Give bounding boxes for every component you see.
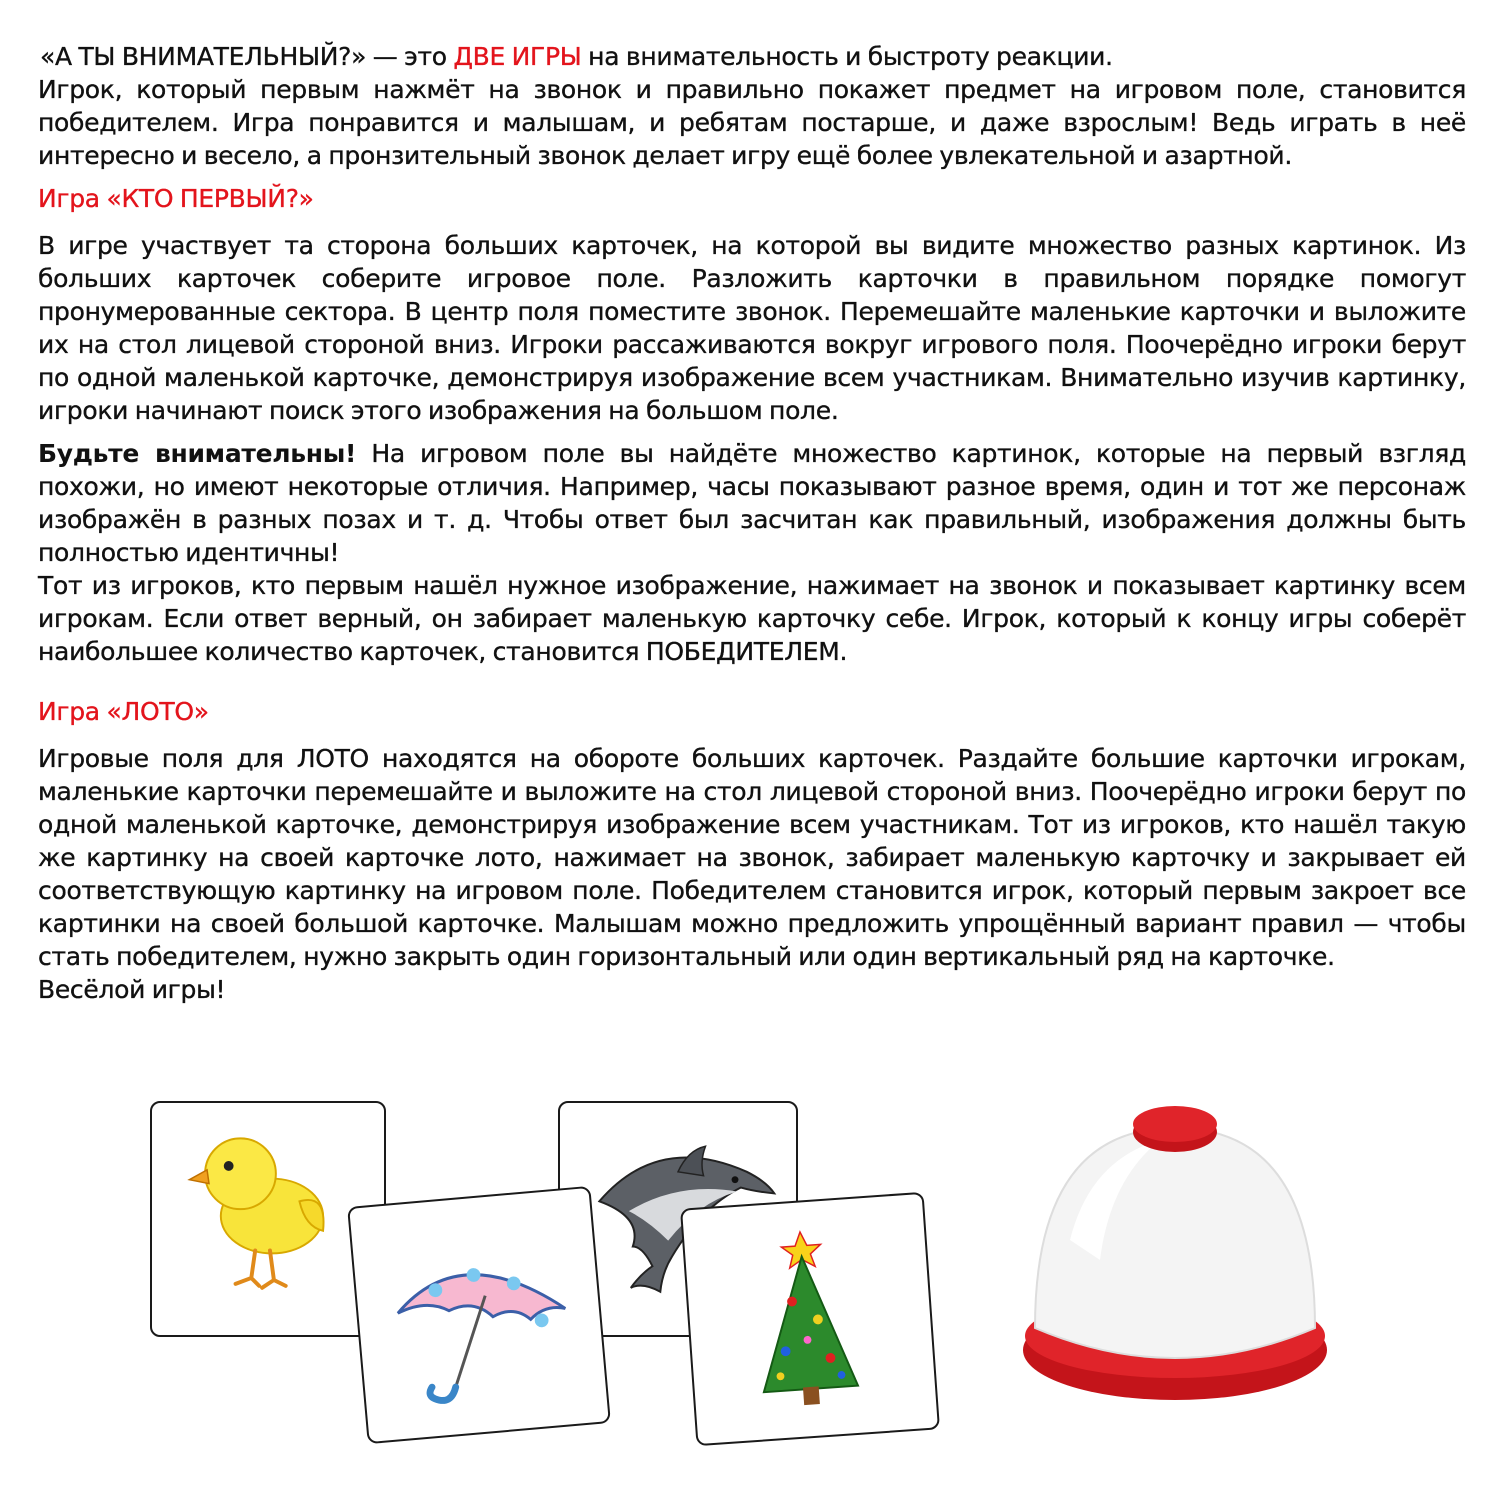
game1-title: Игра «КТО ПЕРВЫЙ?» xyxy=(38,184,314,213)
call-bell xyxy=(1010,1100,1340,1420)
game1-paragraph-1: В игре участвует та сторона больших карточек, на которой вы видите множество разных картинок. Из больших карточек соберите игровое поле. Разложить карточки в правильном порядке помогут пронумерованные сектора. В центр поля поместите звонок. Перемешайте маленькие карточки и выложите их на стол лицевой стороной вниз. Игроки рассаживаются вокруг игрового поля. Поочерёдно игроки берут по одной маленькой карточке, демонстрируя изображение всем участникам. Внимательно изучив картинку, игроки начинают поиск этого изображения на большом поле. xyxy=(38,231,1466,425)
warning-bold: Будьте внимательны! xyxy=(38,439,357,468)
game1-paragraph-2: Будьте внимательны! На игровом поле вы найдёте множество картинок, которые на первый взгляд похожи, но имеют некоторые отличия. Например, часы показывают разное время, один и тот же персонаж изображён в разных позах и т. д. Чтобы ответ был засчитан как правильный, изображения должны быть полностью идентичны! xyxy=(38,439,1466,567)
game2-title: Игра «ЛОТО» xyxy=(38,697,209,726)
rules-text xyxy=(38,40,1466,1006)
umbrella-icon xyxy=(349,1188,608,1442)
game-name: «А ТЫ ВНИМАТЕЛЬНЫЙ?» xyxy=(40,42,367,71)
intro-paragraph: Игрок, который первым нажмёт на звонок и правильно покажет предмет на игровом поле, становится победителем. Игра понравится и малышам, и ребятам постарше, и даже взрослым! Ведь играть в неё интересно и весело, а пронзительный звонок делает игру ещё более увлекательной и азартной. xyxy=(38,75,1466,170)
christmas-tree-icon xyxy=(682,1194,938,1444)
two-games-highlight: ДВЕ ИГРЫ xyxy=(453,42,582,71)
closing-line: Весёлой игры! xyxy=(38,975,226,1004)
game2-paragraph: Игровые поля для ЛОТО находятся на обороте больших карточек. Раздайте большие карточки игрокам, маленькие карточки перемешайте и выложите на стол лицевой стороной вниз. Поочерёдно игроки берут по одной маленькой карточке, демонстрируя изображение всем участникам. Тот из игроков, кто нашёл такую же картинку на своей карточке лото, нажимает на звонок, забирает маленькую карточку и закрывает ей соответствующую картинку на игровом поле. Победителем становится игрок, который первым закроет все картинки на своей большой карточке. Малышам можно предложить упрощённый вариант правил — чтобы стать победителем, нужно закрыть один горизонтальный или один вертикальный ряд на карточке. xyxy=(38,744,1466,971)
bell-icon xyxy=(1010,1100,1340,1420)
umbrella-card xyxy=(347,1186,611,1444)
christmas-tree-card xyxy=(680,1192,940,1446)
game1-paragraph-3: Тот из игроков, кто первым нашёл нужное изображение, нажимает на звонок и показывает картинку всем игрокам. Если ответ верный, он забирает маленькую карточку себе. Игрок, который к концу игры соберёт наибольшее количество карточек, становится ПОБЕДИТЕЛЕМ. xyxy=(38,571,1466,666)
intro-heading-line: «А ТЫ ВНИМАТЕЛЬНЫЙ?» — это ДВЕ ИГРЫ на внимательность и быстроту реакции. xyxy=(40,42,1113,71)
